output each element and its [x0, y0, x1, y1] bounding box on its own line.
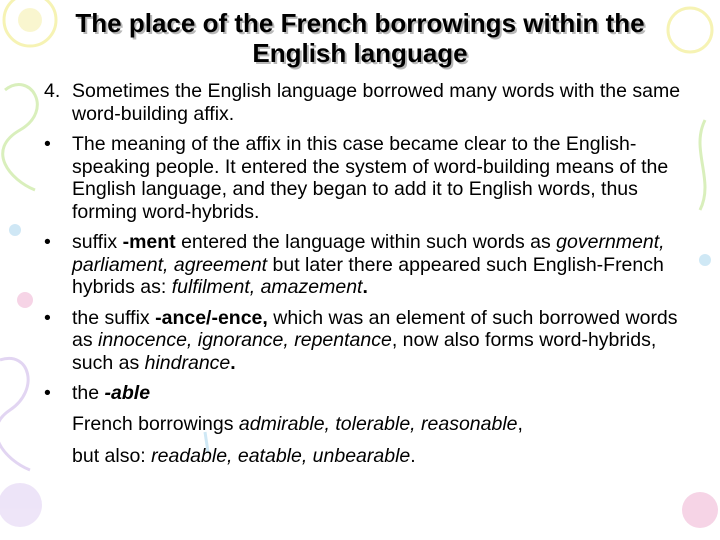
bullet-icon: • [44, 382, 51, 404]
example-words: government, parliament, agreement [72, 231, 665, 276]
bullet-icon: • [44, 133, 51, 155]
text-span: but also: [72, 445, 152, 467]
list-item [44, 231, 684, 299]
list-item [44, 307, 684, 375]
list-number: 4. [44, 80, 61, 102]
example-words: readable, eatable, unbearable [151, 445, 411, 467]
example-words: innocence, ignorance, repentance [98, 329, 392, 351]
slide-title-line-1: The place of the French borrowings within the [75, 8, 645, 38]
example-words: admirable, tolerable, reasonable [238, 412, 518, 435]
continuation-line [44, 445, 684, 468]
continuation-line [44, 413, 684, 436]
slide-title [40, 8, 680, 68]
text-span: French borrowings [72, 412, 239, 435]
text-span: , now also forms word-hybrids, such as [72, 329, 657, 374]
slide-title-line-2: English language [252, 38, 468, 68]
list-item [44, 133, 684, 223]
text-span: . [410, 445, 416, 467]
example-words: hindrance [144, 351, 231, 374]
list-item [44, 80, 684, 125]
text-span: . [230, 351, 236, 374]
text-span: , [517, 412, 523, 435]
bullet-icon: • [44, 231, 51, 253]
example-words: fulfilment, amazement [171, 276, 363, 298]
slide-body [44, 80, 684, 478]
text-span: the suffix [72, 306, 156, 329]
suffix-term: -ance/-ence, [155, 306, 268, 329]
text-span: . [362, 276, 368, 298]
list-item-text: The meaning of the affix in this case became clear to the English-speaking people. It entered the system of word-building means of the English language, and they began to add it to English words, thus forming word-hybrids. [72, 133, 669, 223]
text-span: suffix [72, 231, 123, 253]
bullet-icon: • [44, 306, 51, 329]
suffix-term: -ment [122, 231, 176, 253]
list-item-text: Sometimes the English language borrowed many words with the same word-building affix. [72, 80, 681, 125]
text-span: which was an element of such borrowed words as [72, 306, 678, 351]
list-item [44, 382, 684, 405]
text-span: the [72, 382, 105, 404]
suffix-term: -able [104, 382, 151, 404]
text-span: but later there appeared such English-French hybrids as: [72, 253, 664, 298]
text-span: entered the language within such words as [175, 231, 557, 253]
